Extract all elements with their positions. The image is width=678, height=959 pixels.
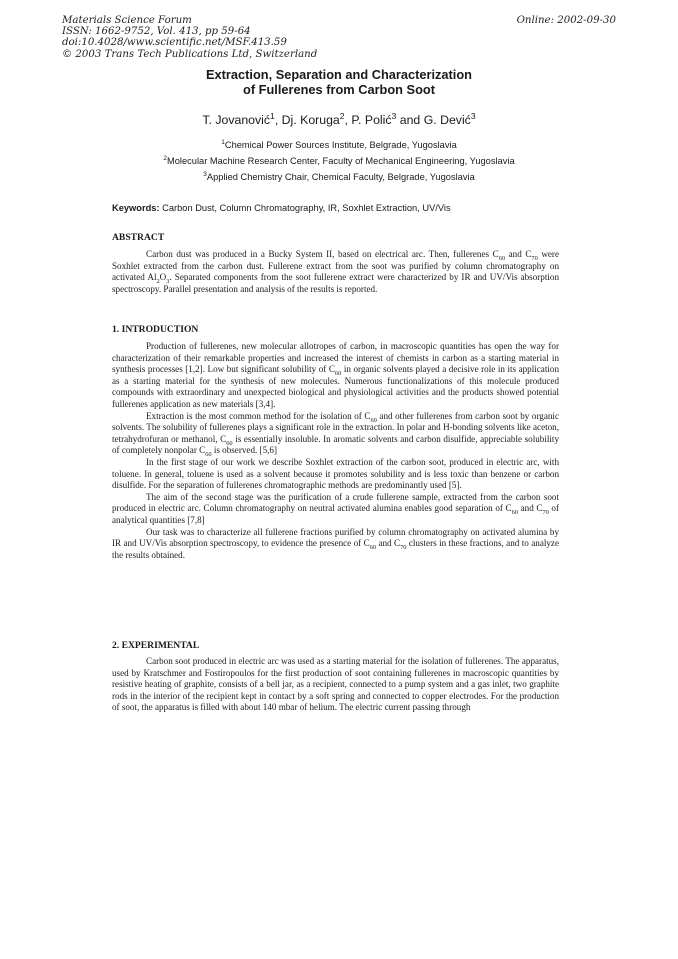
issn-line: ISSN: 1662-9752, Vol. 413, pp 59-64 [62,26,251,38]
keywords-text: Carbon Dust, Column Chromatography, IR, Soxhlet Extraction, UV/Vis [162,203,451,213]
affil-mark: 2 [163,154,167,162]
affil-text: Molecular Machine Research Center, Faculty of Mechanical Engineering, Yugoslavia [167,155,515,166]
paper-title [0,68,678,97]
author-name: Dj. Koruga [281,113,340,127]
experimental-paragraph: Carbon soot produced in electric arc was used as a starting material for the isolation of fullerenes. The apparatus, used by Kratschmer and Fostiropoulos for the first production of soot containing fullerenes in macroscopic quantities by resistive heating of graphite, consists of a bell jar, as a recipient, connected to a pump system and a gas inlet, two graphite rods in the interior of the recipient kept in contact by a soft spring and connected to copper electrodes. For the production of soot, the apparatus is filled with about 140 mbar of helium. The electric current passing through [112,656,559,713]
intro-paragraph: Our task was to characterize all fullerene fractions purified by column chromatography on activated alumina by IR and UV/Vis absorption spectroscopy, to evidence the presence of $C_{60}$ and $C_{70}$ clusters in these fractions, and to analyze the results obtained. [112,526,559,560]
journal-header [62,15,317,60]
affil-mark: 3 [203,170,207,178]
author-name: G. Dević [423,113,471,127]
abstract-heading: ABSTRACT [112,232,165,243]
affiliation-list [0,138,678,185]
author-affil-mark: 1 [270,110,275,121]
intro-paragraph: In the first stage of our work we describe Soxhlet extraction of the carbon soot, produced in electric arc, with toluene. In general, toluene is used as a solvent because it promotes solubility and is less toxic than benzene or carbon disulfide. For the separation of fullerenes chromatographic methods are predominantly used [5]. [112,456,559,491]
author-list [0,110,678,127]
affiliation-item [0,138,678,154]
author-affil-mark: 3 [470,110,476,121]
keywords-line [112,203,451,213]
author-separator: , [274,113,282,127]
title-line-1: Extraction, Separation and Characterization [206,67,472,82]
online-date: Online: 2002-09-30 [516,15,616,26]
journal-name: Materials Science Forum [62,15,192,26]
author-separator: , [344,113,352,127]
intro-paragraph: Production of fullerenes, new molecular allotropes of carbon, in macroscopic quantities has open the way for characterization of their remarkable properties and increased the interest of chemists in carbon as a starting material in synthesis processes [1,2]. Low but significant solubility of $C_{60}$ in organic solvents played a decisive role in its application as a starting material for the synthesis of new molecules. Numerous functionalizations of this molecule produced compounds with extraordinary and unexpected biological and physiological activities and the products showed potential fullerenes application as new materials [3,4]. [112,341,559,409]
experimental-section [112,656,559,714]
author-affil-mark: 2 [339,110,345,121]
doi-line: doi:10.4028/www.scientific.net/MSF.413.59 [62,37,287,49]
author-separator: and [396,113,424,127]
affil-text: Chemical Power Sources Institute, Belgrade, Yugoslavia [224,140,457,150]
author-name: P. Polić [351,113,392,127]
experimental-heading: 2. EXPERIMENTAL [112,640,200,651]
introduction-section [112,341,559,561]
title-line-2: of Fullerenes from Carbon Soot [243,81,435,97]
keywords-label: Keywords: [112,203,160,213]
affiliation-item [0,170,678,186]
affil-mark: 1 [221,138,225,146]
abstract-section [112,249,559,295]
introduction-heading: 1. INTRODUCTION [112,324,199,335]
author-affil-mark: 3 [391,110,397,121]
affiliation-item [0,154,678,170]
abstract-paragraph: Carbon dust was produced in a Bucky System II, based on electrical arc. Then, fullerenes $C_{60}$ and $C_{70}$ were Soxhlet extracted from the carbon dust. Fullerene extract from the soot was purified by column chromatography on activated $Al_2O_3$. Separated components from the soot fullerene extract were characterized by IR and UV/Vis absorption spectroscopy. Parallel presentation and analysis of the results is reported. [112,249,559,294]
intro-paragraph: Extraction is the most common method for the isolation of $C_{60}$ and other fullerenes from carbon soot by organic solvents. The solubility of fullerenes plays a significant role in the extraction. In polar and H-bonding solvents like aceton, tetrahydrofuran or methanol, $C_{60}$ is essentially insoluble. In aromatic solvents and carbon disulfide, appreciable solubility of completely nonpolar $C_{60}$ is observed. [5,6] [112,410,559,459]
author-name: T. Jovanović [202,113,271,127]
intro-paragraph: The aim of the second stage was the purification of a crude fullerene sample, extracted from the carbon soot produced in electric arc. Column chromatography on neutral activated alumina enables good separation of $C_{60}$ and $C_{70}$ of analytical quantities [7,8] [112,491,559,525]
affil-text: Applied Chemistry Chair, Chemical Faculty, Belgrade, Yugoslavia [206,171,475,182]
copyright-line: © 2003 Trans Tech Publications Ltd, Switzerland [62,48,318,60]
